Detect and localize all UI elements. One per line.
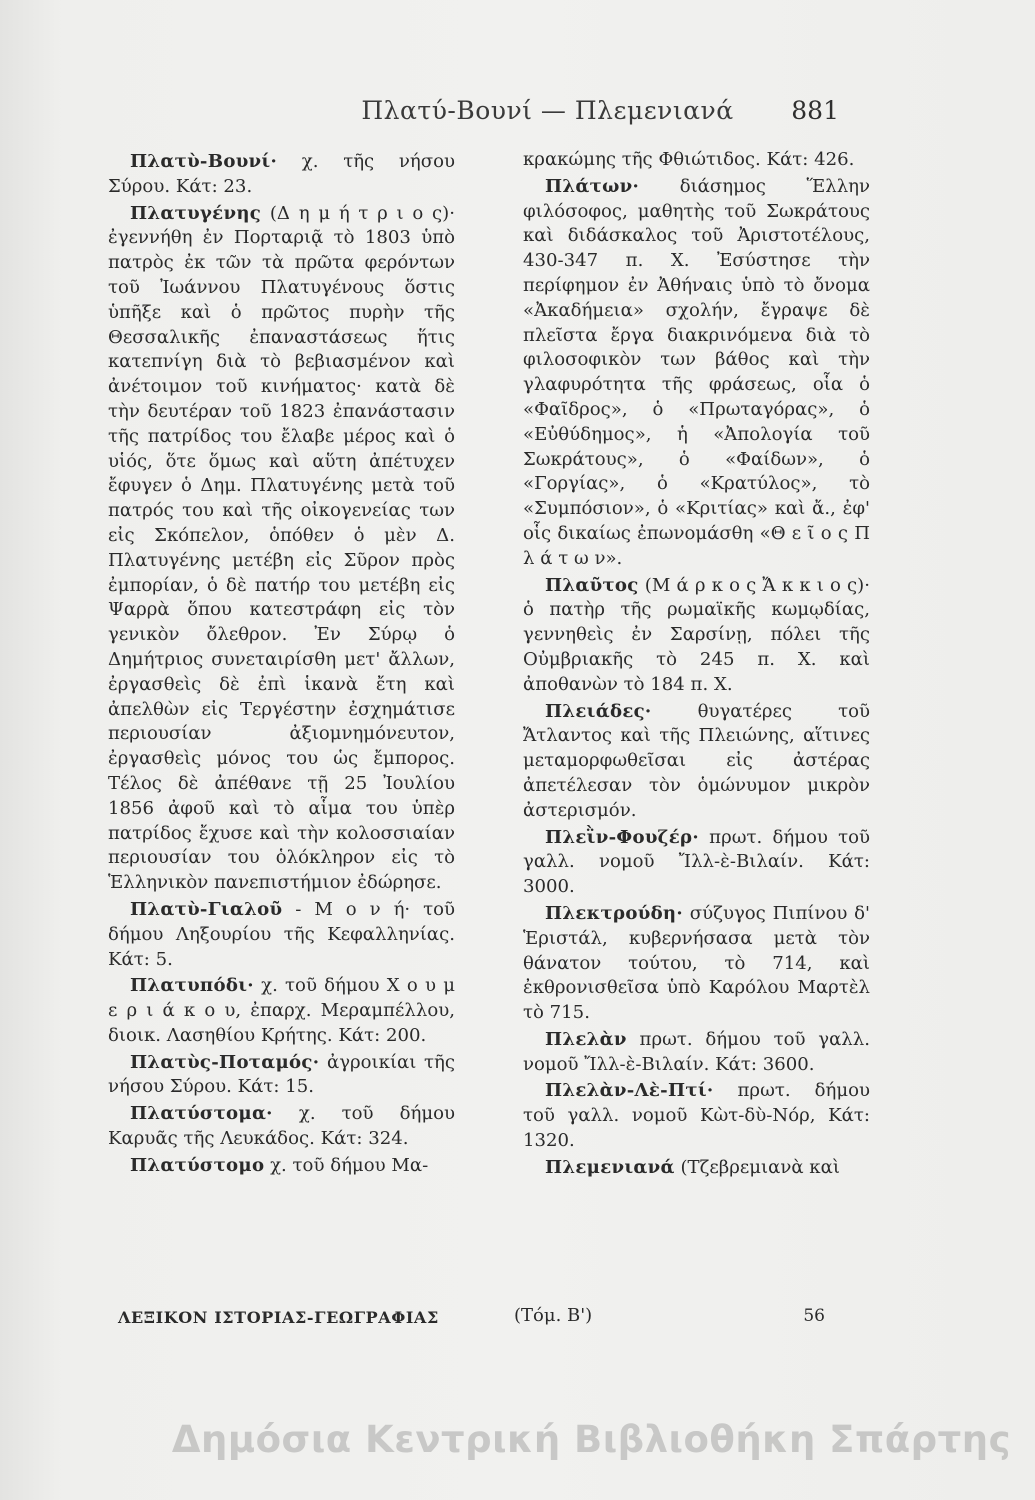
dictionary-entry	[108, 1102, 455, 1152]
entry-headword: Πλάτων·	[545, 175, 640, 197]
library-watermark: Δημόσια Κεντρική Βιβλιοθήκη Σπάρτης	[171, 1418, 1011, 1461]
dictionary-entry	[523, 826, 870, 900]
right-column	[523, 148, 870, 1308]
left-column	[108, 148, 455, 1308]
entry-headword: Πλαῦτος	[545, 574, 639, 596]
dictionary-entry	[108, 1154, 455, 1179]
dictionary-entry	[523, 1028, 870, 1078]
entry-text: κρακώμης τῆς Φθιώτιδος. Κάτ: 426.	[523, 149, 855, 170]
entry-headword: Πλεμενιανά	[545, 1156, 675, 1178]
entry-text: χ. τοῦ δήμου Χ ο υ μ ε ρ ι ά κ ο υ, ἐπαρχ. Μεραμπέλλου, διοικ. Λασηθίου Κρήτης. Κάτ: 200.	[108, 975, 455, 1046]
entry-text: σύζυγος Πιπίνου δ' Ἑριστάλ, κυβερνήσασα μετὰ τὸν θάνατον τούτου, τὸ 714, καὶ ἐκθρονισθεῖσα ὑπὸ Καρόλου Μαρτὲλ τὸ 715.	[523, 902, 870, 1024]
entry-headword: Πλελὰν-Λὲ-Πτί·	[545, 1080, 714, 1102]
entry-headword: Πλατὺ-Γιαλοῦ	[130, 898, 283, 920]
entry-headword: Πλεῒν-Φουζέρ·	[545, 826, 699, 848]
dictionary-entry	[108, 150, 455, 200]
dictionary-entry	[523, 700, 870, 824]
entry-headword: Πλατύστομα·	[130, 1103, 273, 1125]
dictionary-entry	[523, 1156, 870, 1181]
entry-headword: Πλατύστομο	[130, 1154, 265, 1176]
entry-headword: Πλεκτρούδη·	[545, 902, 683, 924]
dictionary-entry	[108, 202, 455, 896]
dictionary-entry	[523, 574, 870, 698]
entry-text: - Μ ο ν ή· τοῦ δήμου Ληξουρίου τῆς Κεφαλληνίας. Κάτ: 5.	[108, 898, 455, 970]
entry-headword: Πλελὰν	[545, 1028, 627, 1050]
page-number: 881	[791, 96, 839, 125]
dictionary-entry	[523, 175, 870, 572]
footer-volume: (Τόμ. Β')	[514, 1305, 593, 1326]
entry-text: (Δ η μ ή τ ρ ι ο ς)· ἐγεννήθη ἐν Πορταριᾷ τὸ 1803 ὑπὸ πατρὸς ἐκ τῶν τὰ πρῶτα φερόντων τοῦ Ἰωάννου Πλατυγένους ὅστις ὑπῆξε καὶ ὁ πρῶτος πυρὴν τῆς Θεσσαλικῆς ἐπαναστάσεως ἥτις κατεπνίγη διὰ τὸ βεβιασμένον καὶ ἀνέτοιμον τοῦ κινήματος· κατὰ δὲ τὴν δευτέραν τοῦ 1823 ἐπανάστασιν τῆς πατρίδος του ἔλαβε μέρος καὶ ὁ υἱός, ὅτε ὅμως καὶ αὕτη ἀπέτυχεν ἔφυγεν ὁ Δημ. Πλατυγένης μετὰ τοῦ πατρός του καὶ τῆς οἰκογενείας των εἰς Σκόπελον, ὁπόθεν ὁ μὲν Δ. Πλατυγένης μετέβη εἰς Σῦρον πρὸς ἐμπορίαν, ὁ δὲ πατήρ του μετέβη εἰς Ψαρρὰ ὅπου κατεστράφη εἰς τὸν γενικὸν ὄλεθρον. Ἐν Σύρῳ ὁ Δημήτριος συνεταιρίσθη μετ' ἄλλων, ἐργασθεὶς δὲ ἐπὶ ἱκανὰ ἔτη καὶ ἀπελθὼν εἰς Τεργέστην ἐσχημάτισε περιουσίαν ἀξιομνημόνευτον, ἐργασθεὶς μόνος του ὡς ἔμπορος. Τέλος δὲ ἀπέθανε τῇ 25 Ἰουλίου 1856 ἀφοῦ καὶ τὸ αἷμα του ὑπὲρ πατρίδος ἔχυσε καὶ τὴν κολοσσιαίαν περιουσίαν του ὁλόκληρον εἰς τὸ Ἑλληνικὸν πανεπιστήμιον ἐδώρησε.	[108, 202, 455, 894]
entry-text: θυγατέρες τοῦ Ἄτλαντος καὶ τῆς Πλειώνης, αἵτινες μεταμορφωθεῖσαι εἰς ἀστέρας ἀπετέλεσαν τὸν ὁμώνυμον μικρὸν ἀστερισμόν.	[523, 700, 870, 821]
entry-headword: Πλατυγένης	[130, 202, 262, 224]
entry-text: χ. τοῦ δήμου Καρυᾶς τῆς Λευκάδος. Κάτ: 324.	[108, 1103, 455, 1150]
entry-text: πρωτ. δήμου τοῦ γαλλ. νομοῦ Κὼτ-δὺ-Νόρ, Κάτ: 1320.	[523, 1080, 870, 1152]
footer-sheet-number: 56	[803, 1306, 825, 1326]
dictionary-entry	[523, 902, 870, 1026]
entry-text: χ. τῆς νήσου Σύρου. Κάτ: 23.	[108, 151, 455, 197]
entry-text: πρωτ. δήμου τοῦ γαλλ. νομοῦ Ἴλλ-ὲ-Βιλαίν. Κάτ: 3600.	[523, 1028, 870, 1075]
entry-text: πρωτ. δήμου τοῦ γαλλ. νομοῦ Ἴλλ-ὲ-Βιλαίν. Κάτ: 3000.	[523, 826, 870, 898]
dictionary-entry	[108, 1051, 455, 1101]
dictionary-entry	[108, 974, 455, 1048]
entry-headword: Πλατὺς-Ποταμός·	[130, 1051, 320, 1073]
entry-headword: Πλειάδες·	[545, 700, 652, 722]
dictionary-entry	[523, 1079, 870, 1153]
entry-headword: Πλατὺ-Βουνί·	[130, 151, 278, 172]
dictionary-entry	[108, 898, 455, 972]
entry-headword: Πλατυπόδι·	[130, 975, 254, 997]
text-columns	[108, 148, 870, 1308]
entry-text: διάσημος Ἕλλην φιλόσοφος, μαθητὴς τοῦ Σωκράτους καὶ διδάσκαλος τοῦ Ἀριστοτέλους, 430-347 π. Χ. Ἐσύστησε τὴν περίφημον ἐν Ἀθήναις ὑπὸ τὸ ὄνομα «Ἀκαδήμεια» σχολήν, ἔγραψε δὲ πλεῖστα ἔργα διακρινόμενα διὰ τὸ φιλοσοφικὸν των βάθος καὶ τὴν γλαφυρότητα τῆς φράσεως, οἷα ὁ «Φαῖδρος», ὁ «Πρωταγόρας», ὁ «Εὐθύδημος», ἡ «Ἀπολογία τοῦ Σωκράτους», ὁ «Φαίδων», ὁ «Γοργίας», ὁ «Κρατύλος», τὸ «Συμπόσιον», ὁ «Κριτίας» καὶ ἄ., ἐφ' οἷς δικαίως ἐπωνομάσθη «Θ ε ῖ ο ς Π λ ά τ ω ν».	[523, 175, 870, 569]
entry-text: ἀγροικίαι τῆς νήσου Σύρου. Κάτ: 15.	[108, 1051, 455, 1098]
entry-text: (Μ ά ρ κ ο ς Ἄ κ κ ι ο ς)· ὁ πατὴρ τῆς ρωμαϊκῆς κωμῳδίας, γεννηθεὶς ἐν Σαρσίνῃ, πόλει τῆς Οὐμβριακῆς τὸ 245 π. Χ. καὶ ἀποθανὼν τὸ 184 π. Χ.	[523, 574, 870, 695]
dictionary-entry	[523, 148, 870, 173]
entry-text: (Τζεβρεμιανὰ καὶ	[674, 1156, 840, 1178]
footer-book-title: ΛΕΞΙΚΟΝ ΙΣΤΟΡΙΑΣ-ΓΕΩΓΡΑΦΙΑΣ	[118, 1308, 439, 1327]
running-title: Πλατύ-Βουνί — Πλεμενιανά	[361, 96, 734, 125]
entry-text: χ. τοῦ δήμου Μα-	[264, 1154, 429, 1176]
